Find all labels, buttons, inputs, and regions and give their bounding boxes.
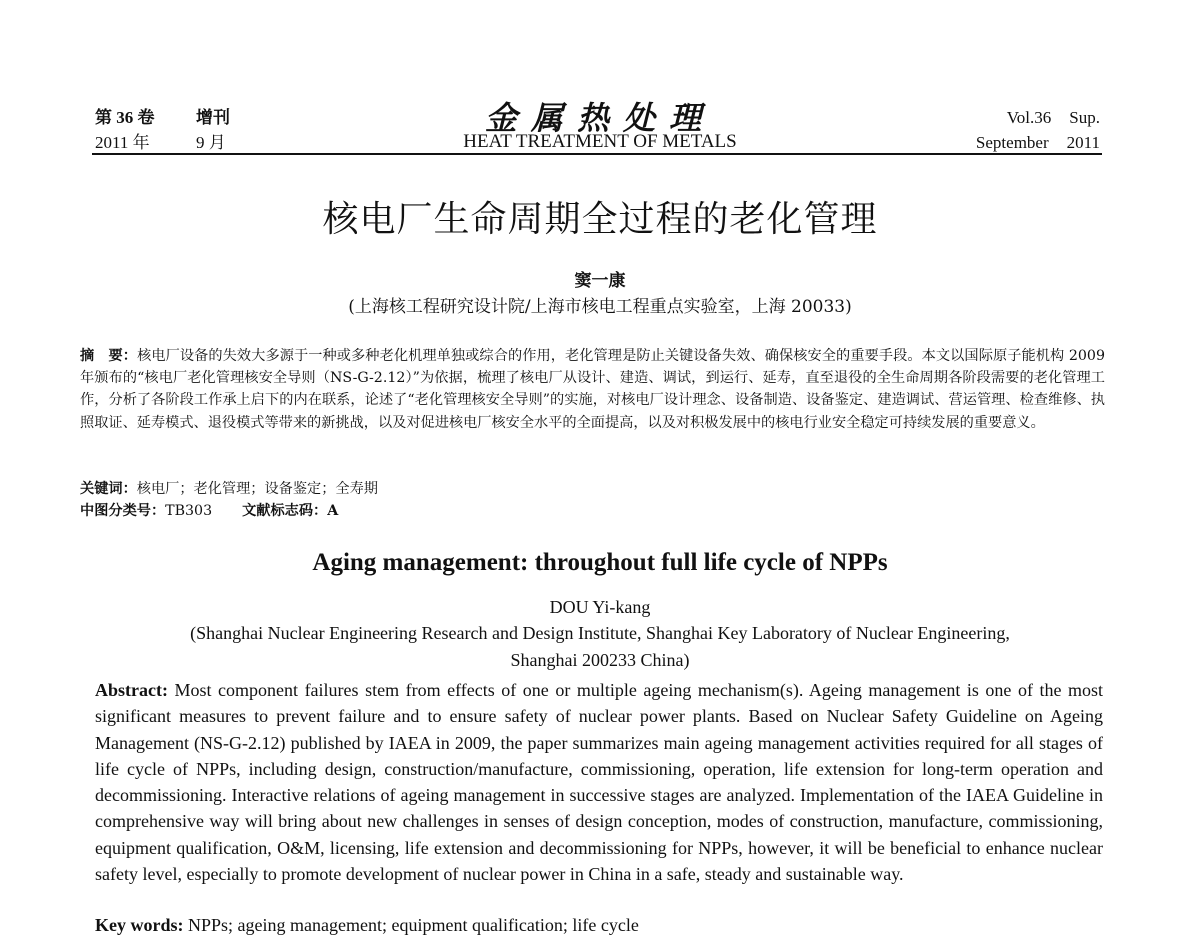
classification-cn [80, 500, 338, 522]
keywords-en [95, 913, 639, 937]
header-vol-label: Vol.36 [1006, 108, 1052, 127]
affiliation-cn: (上海核工程研究设计院/上海市核电工程重点实验室，上海 20033) [348, 297, 852, 317]
abstract-en-label: Abstract: [95, 680, 168, 700]
header-rule [92, 153, 1102, 155]
class-label: 中图分类号： [80, 503, 166, 519]
title-cn: 核电厂生命周期全过程的老化管理 [322, 199, 878, 240]
keywords-en-label: Key words: [95, 915, 184, 935]
journal-name-en: HEAT TREATMENT OF METALS [463, 131, 737, 152]
abstract-cn-label: 摘 要： [80, 348, 138, 364]
header-issue-type-cn: 增刊 [196, 108, 230, 127]
doc-code-value: A [327, 503, 339, 519]
header-date-en [958, 133, 1100, 153]
title-en: Aging management: throughout full life cycle of NPPs [312, 549, 888, 576]
keywords-cn-text: 核电厂；老化管理；设备鉴定；全寿期 [136, 481, 378, 497]
author-cn: 窦一康 [574, 271, 626, 291]
journal-logo-cn: 金属热处理 [484, 99, 715, 137]
abstract-en [95, 677, 1103, 887]
abstract-en-text: Most component failures stem from effects of one or multiple ageing mechanism(s). Ageing management is one of the most significant measures to prevent failure and to ensure safety of nuclear power plants. Based on Nuclear Safety Guideline on Ageing Management (NS-G-2.12) published by IAEA in 2009, the paper summarizes main ageing management activities required for all stages of life cycle of NPPs, including design, construction/manufacture, commissioning, operation, life extension for long-term operation and decommissioning. Interactive relations of ageing management in successive stages are analyzed. Implementation of the IAEA Guideline in comprehensive way will bring about new challenges in senses of design conception, modes of construction, manufacture, commissioning, equipment qualification, O&M, licensing, life extension and decommissioning for NPPs, however, it will be beneficial to enhance nuclear safety level, especially to promote development of nuclear power in China in a safe, steady and sustainable way. [95, 680, 1103, 885]
header-volume-en [989, 108, 1100, 128]
abstract-cn-text: 核电厂设备的失效大多源于一种或多种老化机理单独或综合的作用，老化管理是防止关键设备失效、确保核安全的重要手段。本文以国际原子能机构 2009 年颁布的“核电厂老化管理核安全导则（NS-G-2.12）”为依据，梳理了核电厂从设计、建造、调试，到运行、延寿，直至退役的全生命周期各阶段需要的老化管理工作，分析了各阶段工作承上启下的内在联系，论述了“老化管理核安全导则”的实施，对核电厂设计理念、设备制造、设备鉴定、建造调试、营运管理、检查维修、执照取证、延寿模式、退役模式等带来的新挑战，以及对促进核电厂核安全水平的全面提高，以及对积极发展中的核电行业安全稳定可持续发展的重要意义。 [80, 348, 1105, 431]
keywords-cn [80, 478, 378, 500]
header-year-cn: 2011 年 [95, 133, 150, 152]
keywords-en-text: NPPs; ageing management; equipment qualification; life cycle [183, 915, 639, 935]
header-month-cn: 9 月 [196, 133, 226, 152]
author-en: DOU Yi-kang [549, 597, 651, 617]
affiliation-en-line1: (Shanghai Nuclear Engineering Research and Design Institute, Shanghai Key Laboratory of Nuclear Engineering, [190, 623, 1010, 643]
affiliation-en-line2: Shanghai 200233 China) [510, 650, 690, 670]
header-volume-cn: 第 36 卷 [95, 108, 155, 127]
class-value: TB303 [165, 503, 213, 519]
header-sup-label: Sup. [1069, 108, 1100, 127]
header-month-en: September [975, 133, 1049, 152]
abstract-cn [80, 345, 1105, 434]
header-year-en: 2011 [1066, 133, 1100, 152]
keywords-cn-label: 关键词： [80, 481, 137, 497]
doc-code-label: 文献标志码： [242, 503, 328, 519]
